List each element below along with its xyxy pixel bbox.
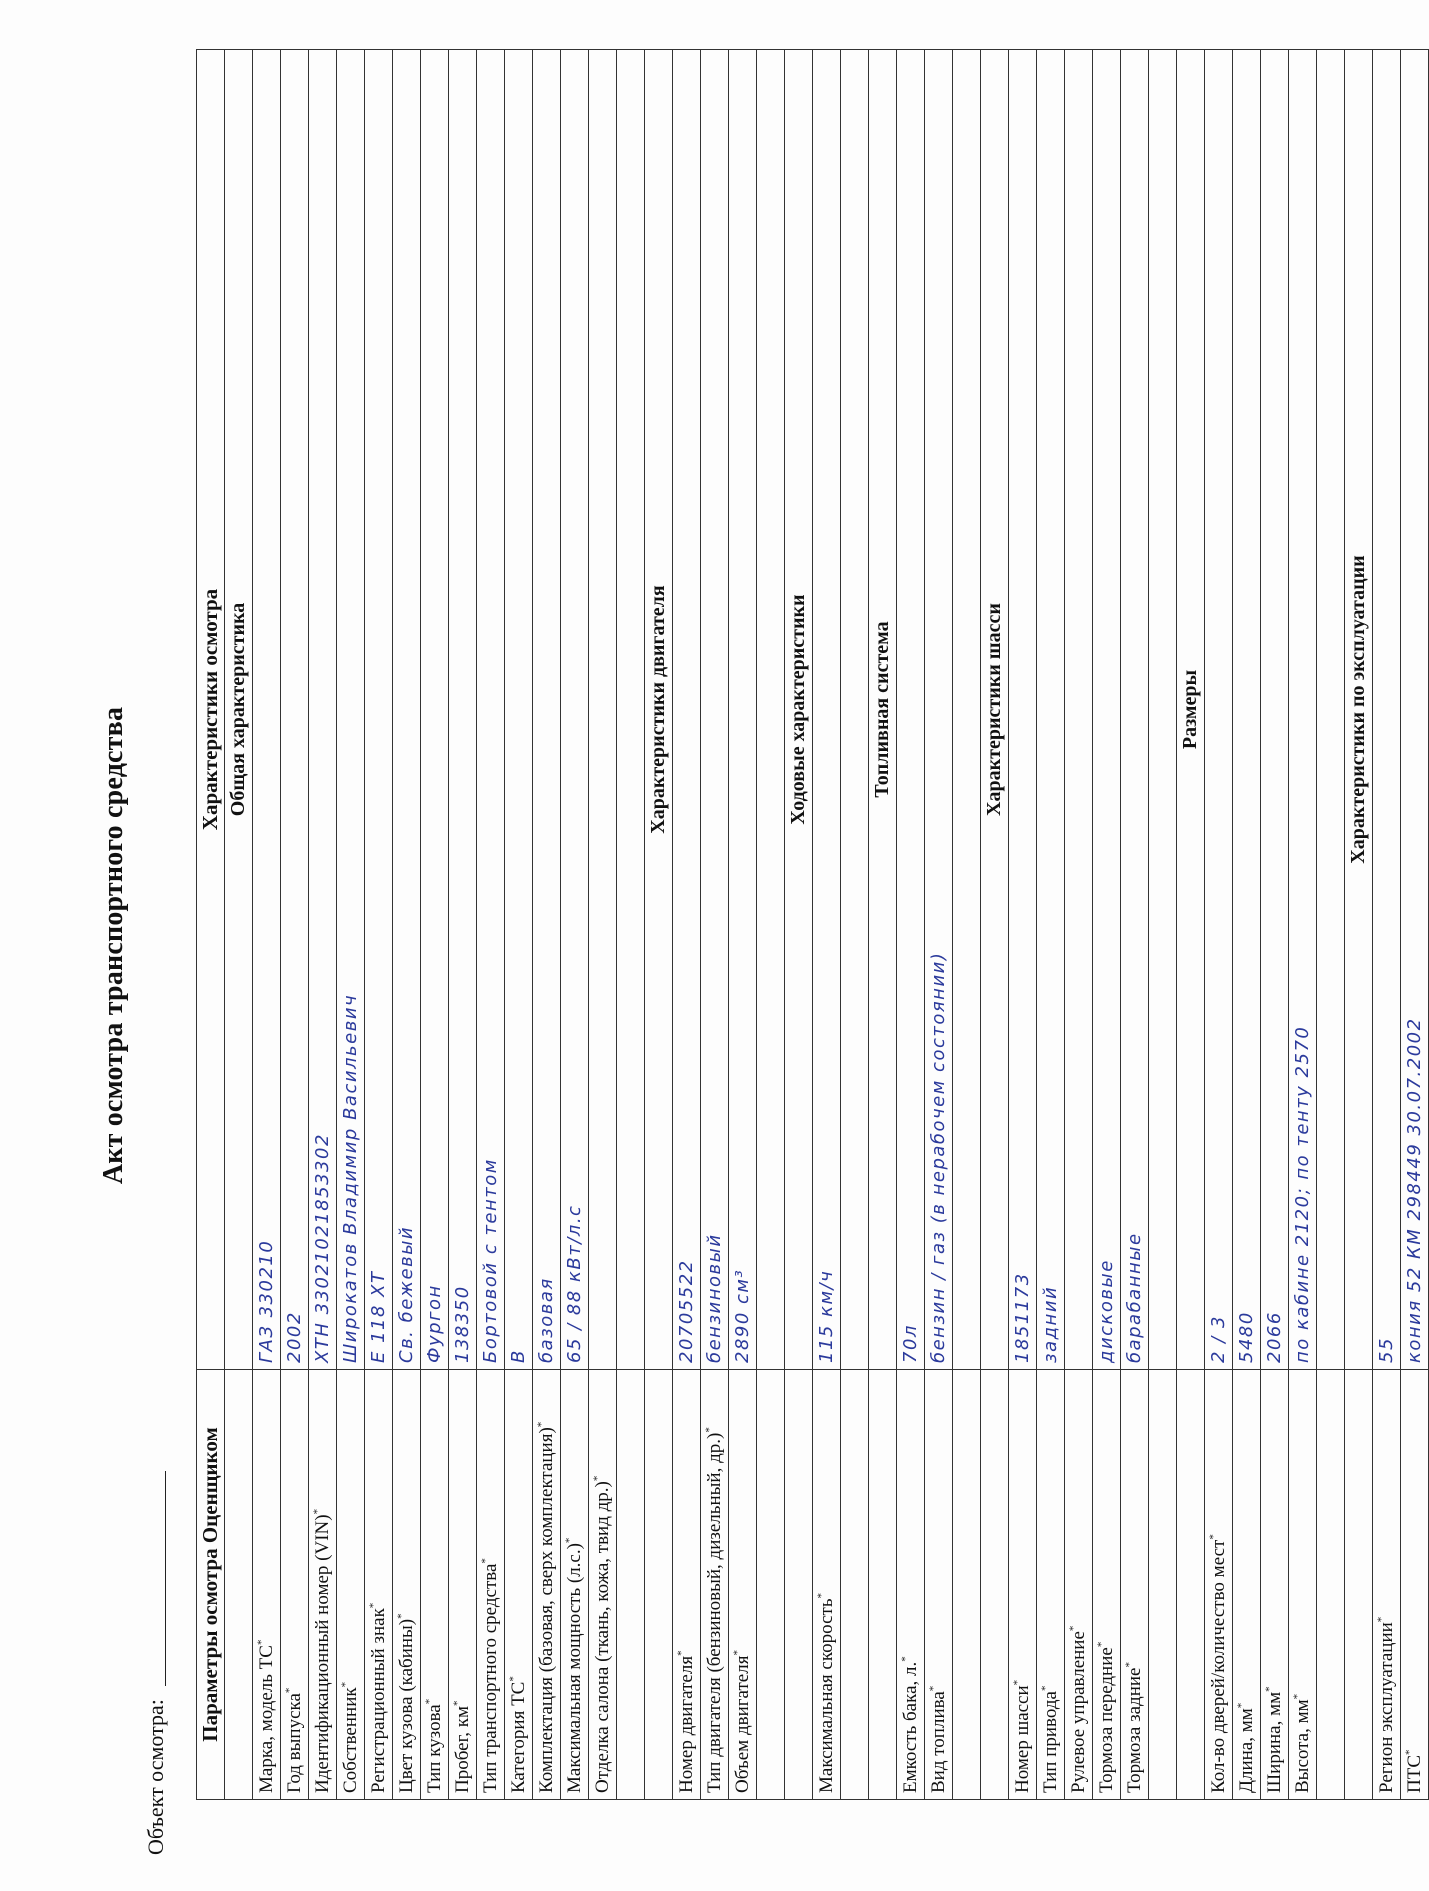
- value-cell: [561, 50, 589, 1370]
- required-asterisk: *: [899, 1656, 912, 1662]
- table-row: [729, 50, 757, 1800]
- spacer-row: [1317, 50, 1345, 1800]
- spacer-row: [953, 50, 981, 1800]
- value-cell: [925, 50, 953, 1370]
- parameter-label: Тормоза передние: [1095, 1647, 1117, 1793]
- table-row: [561, 50, 589, 1800]
- handwritten-value: 2066: [1263, 1311, 1285, 1363]
- handwritten-value: бензиновый: [703, 1233, 725, 1363]
- section-title: Ходовые характеристики: [785, 50, 813, 1370]
- header-params: Параметры осмотра Оценщиком: [197, 1370, 225, 1800]
- required-asterisk: *: [675, 1650, 688, 1656]
- table-row: [281, 50, 309, 1800]
- parameter-label: Тормоза задние: [1123, 1667, 1145, 1793]
- section-row: [785, 50, 813, 1800]
- handwritten-value: 1851173: [1011, 1272, 1033, 1363]
- parameter-label: ПТС: [1403, 1755, 1425, 1793]
- handwritten-value: кония 52 КМ 298449 30.07.2002: [1403, 1017, 1425, 1363]
- spacer-row: [757, 50, 785, 1800]
- handwritten-value: Широкатов Владимир Васильевич: [339, 993, 361, 1363]
- value-cell: [393, 50, 421, 1370]
- handwritten-value: барабанные: [1123, 1232, 1145, 1363]
- table-row: [1009, 50, 1037, 1800]
- handwritten-value: В: [507, 1349, 529, 1363]
- parameter-label: Кол-во дверей/количество мест: [1207, 1539, 1229, 1793]
- required-asterisk: *: [1095, 1641, 1108, 1648]
- section-row: [1345, 50, 1373, 1800]
- parameter-label: Комплектация (базовая, сверх комплектация): [535, 1427, 557, 1793]
- parameter-cell: [1233, 1370, 1261, 1800]
- parameter-label: Номер двигателя: [675, 1655, 697, 1793]
- required-asterisk: *: [1207, 1534, 1220, 1540]
- value-cell: [729, 50, 757, 1370]
- table-row: [701, 50, 729, 1800]
- spacer-cell: [953, 50, 981, 1370]
- parameter-cell: [897, 1370, 925, 1800]
- spacer-cell: [1317, 50, 1345, 1370]
- spacer-row: [617, 50, 645, 1800]
- parameter-cell: [1009, 1370, 1037, 1800]
- handwritten-value: задний: [1039, 1285, 1061, 1363]
- parameter-label: Отделка салона (ткань, кожа, твид др.): [591, 1481, 613, 1793]
- handwritten-value: 2 / 3: [1207, 1315, 1229, 1363]
- parameter-label: Максимальная мощность (л.с.): [563, 1543, 585, 1793]
- section-title: Характеристики по эксплуатации: [1345, 50, 1373, 1370]
- parameter-cell: [561, 1370, 589, 1800]
- required-asterisk: *: [731, 1650, 744, 1656]
- required-asterisk: *: [1403, 1749, 1416, 1755]
- value-cell: [253, 50, 281, 1370]
- table-row: [589, 50, 617, 1800]
- table-row: [421, 50, 449, 1800]
- section-empty-cell: [981, 1370, 1009, 1800]
- required-asterisk: *: [927, 1685, 940, 1692]
- table-row: [253, 50, 281, 1800]
- parameter-label: Тип двигателя (бензиновый, дизельный, др.): [703, 1432, 725, 1793]
- document-title: Акт осмотра транспортного средства: [98, 706, 129, 1185]
- required-asterisk: *: [1375, 1616, 1388, 1623]
- table-row: [813, 50, 841, 1800]
- table-row: [309, 50, 337, 1800]
- parameter-label: Регион эксплуатации: [1375, 1622, 1397, 1793]
- required-asterisk: *: [535, 1421, 548, 1428]
- handwritten-value: по кабине 2120; по тенту 2570: [1291, 1025, 1313, 1363]
- parameter-cell: [1261, 1370, 1289, 1800]
- table-row: [1121, 50, 1149, 1800]
- section-title: Характеристики двигателя: [645, 50, 673, 1370]
- parameter-label: Вид топлива: [927, 1691, 949, 1793]
- parameter-label: Длина, мм: [1235, 1708, 1257, 1793]
- parameter-cell: [393, 1370, 421, 1800]
- spacer-cell: [841, 1370, 869, 1800]
- parameter-cell: [729, 1370, 757, 1800]
- table-header-row: [197, 50, 225, 1800]
- inspection-object-blank: [145, 1471, 166, 1686]
- required-asterisk: *: [311, 1508, 324, 1515]
- value-cell: [1093, 50, 1121, 1370]
- handwritten-value: дисковые: [1095, 1259, 1117, 1363]
- handwritten-value: 2890 см³: [731, 1268, 753, 1363]
- required-asterisk: *: [395, 1613, 408, 1619]
- required-asterisk: *: [563, 1537, 576, 1544]
- table-row: [673, 50, 701, 1800]
- value-cell: [589, 50, 617, 1370]
- required-asterisk: *: [1039, 1685, 1052, 1692]
- table-row: [449, 50, 477, 1800]
- parameter-label: Тип транспортного средства: [479, 1563, 501, 1793]
- section-empty-cell: [785, 1370, 813, 1800]
- parameter-label: Собственник: [339, 1687, 361, 1793]
- section-empty-cell: [1345, 1370, 1373, 1800]
- table-row: [1401, 50, 1429, 1800]
- required-asterisk: *: [1011, 1679, 1024, 1686]
- section-row: [869, 50, 897, 1800]
- parameter-cell: [1289, 1370, 1317, 1800]
- required-asterisk: *: [479, 1558, 492, 1564]
- table-row: [533, 50, 561, 1800]
- parameter-cell: [365, 1370, 393, 1800]
- required-asterisk: *: [255, 1639, 268, 1646]
- required-asterisk: *: [703, 1427, 716, 1433]
- required-asterisk: *: [1067, 1625, 1080, 1632]
- value-cell: [449, 50, 477, 1370]
- parameter-label: Тип кузова: [423, 1704, 445, 1793]
- required-asterisk: *: [507, 1676, 520, 1682]
- handwritten-value: 65 / 88 кВт/л.с: [563, 1204, 585, 1363]
- parameter-label: Марка, модель ТС: [255, 1645, 277, 1793]
- value-cell: [533, 50, 561, 1370]
- required-asterisk: *: [1123, 1662, 1136, 1668]
- value-cell: [337, 50, 365, 1370]
- parameter-cell: [589, 1370, 617, 1800]
- inspection-table: [196, 49, 1429, 1800]
- parameter-cell: [701, 1370, 729, 1800]
- value-cell: [1401, 50, 1429, 1370]
- table-row: [1373, 50, 1401, 1800]
- table-row: [393, 50, 421, 1800]
- spacer-cell: [757, 1370, 785, 1800]
- table-row: [505, 50, 533, 1800]
- parameter-cell: [337, 1370, 365, 1800]
- inspection-object-line: [143, 1471, 169, 1855]
- value-cell: [1373, 50, 1401, 1370]
- parameter-cell: [421, 1370, 449, 1800]
- handwritten-value: Фургон: [423, 1284, 445, 1363]
- handwritten-value: 20705522: [675, 1259, 697, 1363]
- handwritten-value: 5480: [1235, 1311, 1257, 1363]
- table-row: [1093, 50, 1121, 1800]
- required-asterisk: *: [591, 1475, 604, 1482]
- value-cell: [281, 50, 309, 1370]
- inspection-object-label: Объект осмотра:: [143, 1699, 168, 1855]
- table-row: [1289, 50, 1317, 1800]
- header-values: Характеристики осмотра: [197, 50, 225, 1370]
- section-empty-cell: [645, 1370, 673, 1800]
- required-asterisk: *: [815, 1593, 828, 1599]
- value-cell: [365, 50, 393, 1370]
- section-title: Характеристики шасси: [981, 50, 1009, 1370]
- parameter-cell: [925, 1370, 953, 1800]
- section-title: Топливная система: [869, 50, 897, 1370]
- section-row: [225, 50, 253, 1800]
- handwritten-value: базовая: [535, 1277, 557, 1363]
- value-cell: [1205, 50, 1233, 1370]
- value-cell: [897, 50, 925, 1370]
- parameter-label: Емкость бака, л.: [899, 1661, 921, 1793]
- spacer-cell: [617, 1370, 645, 1800]
- parameter-cell: [449, 1370, 477, 1800]
- parameter-cell: [1037, 1370, 1065, 1800]
- handwritten-value: Св. бежевый: [395, 1225, 417, 1363]
- handwritten-value: бензин / газ (в нерабочем состоянии): [927, 951, 949, 1363]
- required-asterisk: *: [1235, 1702, 1248, 1709]
- value-cell: [1037, 50, 1065, 1370]
- handwritten-value: 2002: [283, 1311, 305, 1363]
- table-row: [1205, 50, 1233, 1800]
- parameter-label: Максимальная скорость: [815, 1598, 837, 1793]
- parameter-cell: [1401, 1370, 1429, 1800]
- handwritten-value: Бортовой с тентом: [479, 1158, 501, 1363]
- spacer-cell: [757, 50, 785, 1370]
- parameter-cell: [673, 1370, 701, 1800]
- section-row: [645, 50, 673, 1800]
- section-empty-cell: [869, 1370, 897, 1800]
- spacer-cell: [953, 1370, 981, 1800]
- handwritten-value: 55: [1375, 1337, 1397, 1363]
- value-cell: [701, 50, 729, 1370]
- table-row: [365, 50, 393, 1800]
- section-title: Общая характеристика: [225, 50, 253, 1370]
- parameter-label: Номер шасси: [1011, 1685, 1033, 1793]
- parameter-label: Высота, мм: [1291, 1699, 1313, 1793]
- table-row: [337, 50, 365, 1800]
- required-asterisk: *: [339, 1681, 352, 1688]
- section-empty-cell: [1177, 1370, 1205, 1800]
- spacer-cell: [841, 50, 869, 1370]
- parameter-cell: [1065, 1370, 1093, 1800]
- spacer-row: [841, 50, 869, 1800]
- value-cell: [1261, 50, 1289, 1370]
- handwritten-value: ГАЗ 330210: [255, 1239, 277, 1363]
- table-row: [477, 50, 505, 1800]
- parameter-label: Ширина, мм: [1263, 1691, 1285, 1793]
- parameter-label: Идентификационный номер (VIN): [311, 1514, 333, 1793]
- spacer-row: [1149, 50, 1177, 1800]
- value-cell: [813, 50, 841, 1370]
- handwritten-value: Е 118 ХТ: [367, 1270, 389, 1363]
- value-cell: [1289, 50, 1317, 1370]
- value-cell: [309, 50, 337, 1370]
- value-cell: [673, 50, 701, 1370]
- value-cell: [1121, 50, 1149, 1370]
- parameter-label: Рулевое управление: [1067, 1631, 1089, 1793]
- required-asterisk: *: [451, 1700, 464, 1707]
- parameter-label: Пробег, км: [451, 1706, 473, 1793]
- value-cell: [1233, 50, 1261, 1370]
- parameter-label: Регистрационный знак: [367, 1608, 389, 1793]
- table-row: [925, 50, 953, 1800]
- spacer-cell: [1149, 50, 1177, 1370]
- spacer-cell: [1149, 1370, 1177, 1800]
- section-empty-cell: [225, 1370, 253, 1800]
- parameter-cell: [1093, 1370, 1121, 1800]
- parameter-cell: [309, 1370, 337, 1800]
- value-cell: [505, 50, 533, 1370]
- table-row: [897, 50, 925, 1800]
- parameter-cell: [1205, 1370, 1233, 1800]
- parameter-cell: [505, 1370, 533, 1800]
- required-asterisk: *: [1291, 1693, 1304, 1700]
- value-cell: [1065, 50, 1093, 1370]
- required-asterisk: *: [367, 1602, 380, 1609]
- parameter-cell: [477, 1370, 505, 1800]
- parameter-label: Категория ТС: [507, 1681, 529, 1793]
- parameter-label: Объем двигателя: [731, 1655, 753, 1793]
- parameter-label: Тип привода: [1039, 1691, 1061, 1793]
- parameter-cell: [281, 1370, 309, 1800]
- parameter-label: Год выпуска: [283, 1693, 305, 1793]
- parameter-cell: [1121, 1370, 1149, 1800]
- parameter-cell: [1373, 1370, 1401, 1800]
- required-asterisk: *: [283, 1687, 296, 1694]
- table-row: [1037, 50, 1065, 1800]
- value-cell: [477, 50, 505, 1370]
- parameter-label: Цвет кузова (кабины): [395, 1618, 417, 1793]
- handwritten-value: 138350: [451, 1285, 473, 1363]
- section-row: [1177, 50, 1205, 1800]
- table-row: [1233, 50, 1261, 1800]
- handwritten-value: ХТН 33021021853302: [311, 1133, 333, 1363]
- parameter-cell: [253, 1370, 281, 1800]
- section-title: Размеры: [1177, 50, 1205, 1370]
- table-row: [1065, 50, 1093, 1800]
- required-asterisk: *: [1263, 1686, 1276, 1692]
- handwritten-value: 115 км/ч: [815, 1269, 837, 1363]
- value-cell: [1009, 50, 1037, 1370]
- parameter-cell: [813, 1370, 841, 1800]
- spacer-cell: [1317, 1370, 1345, 1800]
- handwritten-value: 70л: [899, 1324, 921, 1363]
- value-cell: [421, 50, 449, 1370]
- section-row: [981, 50, 1009, 1800]
- parameter-cell: [533, 1370, 561, 1800]
- spacer-cell: [617, 50, 645, 1370]
- table-row: [1261, 50, 1289, 1800]
- required-asterisk: *: [423, 1698, 436, 1705]
